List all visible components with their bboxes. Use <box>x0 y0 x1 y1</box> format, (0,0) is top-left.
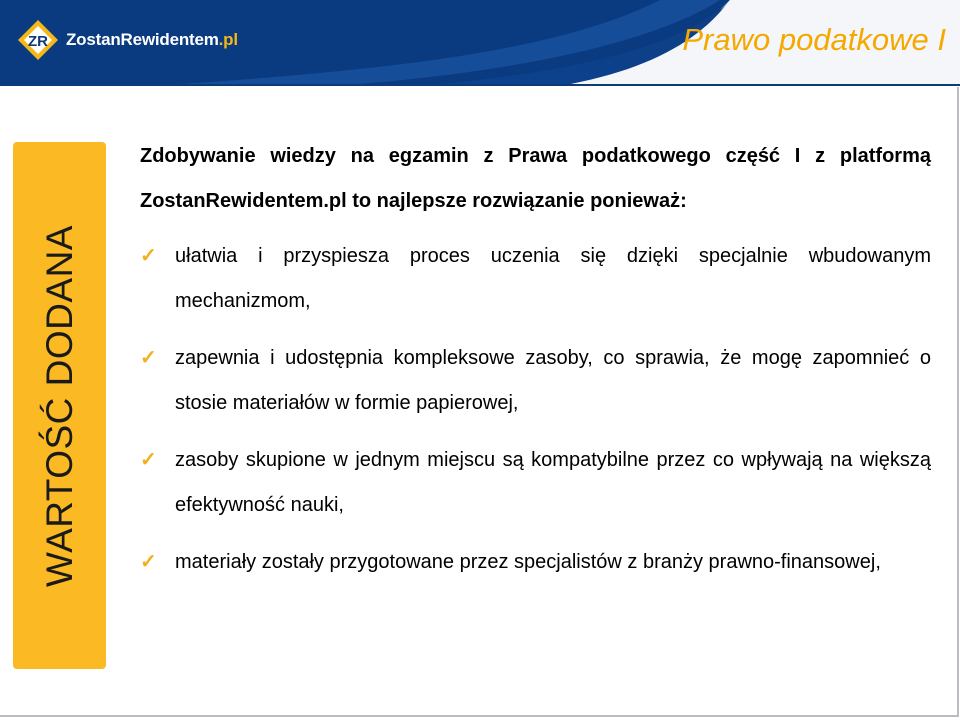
check-icon: ✓ <box>140 551 157 573</box>
list-item-text: zasoby skupione w jednym miejscu są kompatybilne przez co wpływają na większą efektywność nauki, <box>175 449 931 516</box>
check-icon: ✓ <box>140 347 157 369</box>
logo-text <box>66 30 238 50</box>
logo[interactable] <box>16 18 238 62</box>
check-icon: ✓ <box>140 245 157 267</box>
zr-logo-icon <box>16 18 60 62</box>
side-label-box <box>13 142 106 669</box>
check-icon: ✓ <box>140 449 157 471</box>
slide-title: Prawo podatkowe I <box>682 22 946 57</box>
list-item-text: ułatwia i przyspiesza proces uczenia się dzięki specjalnie wbudowanym mechanizmom, <box>175 245 931 312</box>
content-area <box>140 134 931 597</box>
list-item <box>140 540 931 585</box>
list-item-text: zapewnia i udostępnia kompleksowe zasoby, co sprawia, że mogę zapomnieć o stosie materiałów w formie papierowej, <box>175 347 931 414</box>
header-divider <box>0 84 960 86</box>
list-item-text: materiały zostały przygotowane przez specjalistów z branży prawno-finansowej, <box>175 551 881 573</box>
svg-text:ZR: ZR <box>28 33 48 50</box>
logo-tld: .pl <box>218 30 238 49</box>
list-item <box>140 438 931 528</box>
list-item <box>140 336 931 426</box>
logo-name: ZostanRewidentem <box>66 30 219 49</box>
list-item <box>140 234 931 324</box>
benefits-list <box>140 234 931 585</box>
side-label-text: WARTOŚĆ DODANA <box>38 224 80 587</box>
intro-paragraph: Zdobywanie wiedzy na egzamin z Prawa podatkowego część I z platformą ZostanRewidentem.pl to najlepsze rozwiązanie ponieważ: <box>140 145 931 212</box>
